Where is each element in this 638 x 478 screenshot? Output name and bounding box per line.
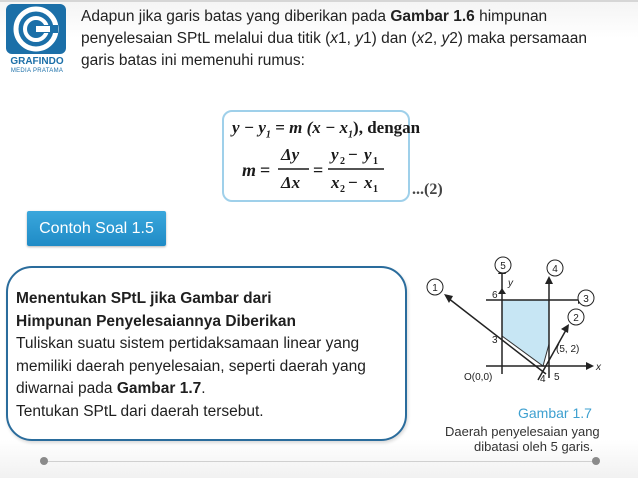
tick-y6: 6 <box>492 290 498 301</box>
card-body-1: Tuliskan suatu sistem pertidaksamaan linear yang memiliki daerah penyelesaian, seperti daerah yang diwarnai pada <box>16 335 366 397</box>
intro-paragraph <box>81 6 621 72</box>
tick-x4: 4 <box>540 374 546 385</box>
intro-figure-ref: Gambar 1.6 <box>390 8 475 25</box>
figure-caption-line-2: dibatasi oleh 5 garis. <box>474 439 594 454</box>
tick-y3: 3 <box>492 335 498 346</box>
example-label[interactable]: Contoh Soal 1.5 <box>27 211 166 246</box>
line-5-arrow-icon <box>498 288 506 294</box>
card-heading-1: Menentukan SPtL jika Gambar dari <box>16 290 272 307</box>
formula-num-sub2: 2 <box>340 156 345 167</box>
figure-caption-title: Gambar 1.7 <box>518 405 592 421</box>
formula-sub-1a: 1 <box>265 129 271 141</box>
label-3: 3 <box>583 294 589 305</box>
formula-num-sub1: 1 <box>373 156 378 167</box>
formula-eq-2: = <box>313 160 324 180</box>
card-text <box>16 288 386 423</box>
intro-text-6: 2) maka persamaan garis batas ini memenuhi rumus: <box>81 30 588 69</box>
intro-text-1: Adapun jika garis batas yang diberikan pada <box>81 8 391 25</box>
y-axis-label: y <box>508 278 513 289</box>
formula-num-y1: y <box>364 145 372 164</box>
origin-label: O(0,0) <box>464 372 493 383</box>
bottom-right-dot <box>592 457 600 465</box>
label-4: 4 <box>552 264 558 275</box>
logo-name: GRAFINDO <box>10 56 64 67</box>
label-1: 1 <box>432 283 438 294</box>
intro-text-2: himpunan penyelesaian SPtL melalui dua titik ( <box>81 8 548 47</box>
bottom-divider <box>40 461 598 462</box>
logo-mark-icon <box>4 4 68 56</box>
x-axis-label: x <box>596 362 601 373</box>
formula-dengan: ), dengan <box>353 118 421 137</box>
intro-y1: y <box>355 30 364 47</box>
tick-x5: 5 <box>554 372 560 383</box>
formula-sub-1b: 1 <box>348 129 354 141</box>
card-body-2: . <box>201 380 206 397</box>
intro-text-3: 1, <box>338 30 356 47</box>
formula-eq-1: = <box>260 160 271 180</box>
intro-x1: x <box>330 30 339 47</box>
card-body-3: Tentukan SPtL dari daerah tersebut. <box>16 402 264 420</box>
grafindo-logo <box>4 4 68 82</box>
formula-den-x1: x <box>364 173 373 192</box>
logo-subtitle: MEDIA PRATAMA <box>10 68 64 74</box>
x-axis-arrow-icon <box>586 362 594 370</box>
label-5: 5 <box>500 261 506 272</box>
formula-m: m <box>242 160 257 180</box>
label-2: 2 <box>573 313 579 324</box>
intro-text-5: 2, <box>424 30 442 47</box>
card-heading-2: Himpunan Penyelesaiannya Diberikan <box>16 312 296 330</box>
formula-num-minus: − <box>348 145 358 164</box>
example-card <box>6 266 407 441</box>
top-border <box>0 0 638 2</box>
formula-box <box>222 110 421 202</box>
formula-num-y2: y <box>331 145 339 164</box>
formula-den-x2: x <box>331 173 340 192</box>
line-4-arrow-icon <box>545 276 553 284</box>
equation-number: ...(2) <box>412 181 443 198</box>
intro-text-4: 1) dan ( <box>363 30 417 47</box>
bottom-left-dot <box>40 457 48 465</box>
formula-delta-y: Δy <box>281 145 300 164</box>
intro-y2: y <box>441 30 450 47</box>
formula-den-sub2: 2 <box>340 184 345 195</box>
solution-region-graph <box>420 254 615 394</box>
formula-delta-x: Δx <box>281 173 301 192</box>
formula-den-sub1: 1 <box>373 184 378 195</box>
formula-fraction <box>224 138 408 200</box>
point-label: (5, 2) <box>556 344 580 355</box>
figure-caption-line-1: Daerah penyelesaian yang <box>445 424 600 439</box>
intro-x2: x <box>416 30 425 47</box>
shaded-region <box>502 300 549 366</box>
formula-mid: = m (x − x <box>270 118 349 137</box>
formula-y-minus-y: y − y <box>232 118 266 137</box>
card-figure-ref: Gambar 1.7 <box>116 380 202 397</box>
formula-den-minus: − <box>348 173 358 192</box>
